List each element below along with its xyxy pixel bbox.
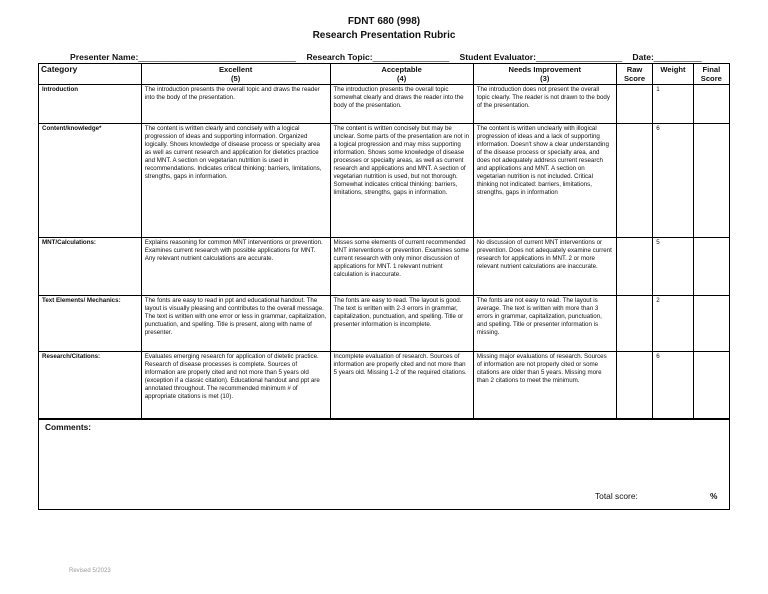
- weight-cell: 2: [653, 296, 693, 352]
- raw-score-cell[interactable]: [616, 352, 652, 419]
- acceptable-cell: Incomplete evaluation of research. Sources of information are properly cited and not more than 5 years old. Missing 1-2 of the required citations.: [330, 352, 473, 419]
- category-header: Category: [39, 64, 142, 85]
- raw-score-cell[interactable]: [616, 85, 652, 124]
- excellent-header: Excellent (5): [141, 64, 330, 85]
- excellent-cell: The content is written clearly and concisely with a logical progression of ideas and supporting information. Organized logically. Shows knowledge of disease process or specialty area as well as current research and application for dietetics practice and MNT. A section on vegetarian nutrition is used in recommendations. Indicates critical thinking: barriers, limitations, strengths, gaps in information.: [141, 124, 330, 238]
- weight-cell: 1: [653, 85, 693, 124]
- date-field[interactable]: Date:__________: [632, 52, 702, 62]
- rubric-title: Research Presentation Rubric: [312, 30, 456, 41]
- research-topic-field[interactable]: Research Topic:________________: [306, 52, 450, 62]
- final-score-cell[interactable]: [693, 85, 729, 124]
- excellent-cell: Evaluates emerging research for application of dietetic practice. Research of disease processes is complete. Sources of information are properly cited and not more than 5 years old (exception if a classic citation). Educational handout and ppt are annotated throughout. The recommended minimum # of appropriate citations is met (10).: [141, 352, 330, 419]
- needs-improvement-cell: Missing major evaluations of research. Sources of information are not properly cited or some citations are older than 5 years. Missing more than 2 citations to meet the minimum.: [473, 352, 616, 419]
- presenter-name-field[interactable]: Presenter Name:_________________________________: [70, 52, 297, 62]
- rubric-table: [38, 63, 730, 419]
- category-cell: Introduction: [39, 85, 142, 124]
- weight-cell: 5: [653, 238, 693, 296]
- weight-cell: 6: [653, 124, 693, 238]
- category-cell: Research/Citations:: [39, 352, 142, 419]
- acceptable-cell: The content is written concisely but may be unclear. Some parts of the presentation are not in a logical progression and may miss supporting information. Shows some knowledge of disease processes or specialty areas, as well as current research and applications and MNT. A section of vegetarian nutrition is used, but not thorough. Somewhat indicates critical thinking: barriers, limitations, strengths, gaps in information.: [330, 124, 473, 238]
- weight-header: Weight: [653, 64, 693, 85]
- raw-score-cell[interactable]: [616, 238, 652, 296]
- category-cell: MNT/Calculations:: [39, 238, 142, 296]
- needs-improvement-cell: The content is written unclearly with illogical progression of ideas and a lack of supporting information. Doesn't show a clear understanding of the disease process or specialty area, and does not adequately address current research and applications and MNT. A section on vegetarian nutrition is not included. Critical thinking not indicated: barriers, limitations, strengths, gaps in information: [473, 124, 616, 238]
- needs-improvement-cell: The fonts are not easy to read. The layout is average. The text is written with more than 3 errors in grammar, capitalization, punctuation, and spelling. Title or presenter information is missing.: [473, 296, 616, 352]
- table-row: [39, 124, 730, 238]
- table-row: [39, 352, 730, 419]
- evaluation-info-line: [70, 52, 730, 62]
- student-evaluator-field[interactable]: Student Evaluator:__________________: [459, 52, 622, 62]
- category-cell: Content/knowledge*: [39, 124, 142, 238]
- category-cell: Text Elements/ Mechanics:: [39, 296, 142, 352]
- total-score-label: Total score:: [595, 491, 638, 501]
- acceptable-header: Acceptable (4): [330, 64, 473, 85]
- raw-score-cell[interactable]: [616, 296, 652, 352]
- final-score-cell[interactable]: [693, 352, 729, 419]
- raw-score-header: Raw Score: [616, 64, 652, 85]
- table-row: [39, 296, 730, 352]
- course-code: FDNT 680 (998): [347, 16, 421, 27]
- final-score-cell[interactable]: [693, 238, 729, 296]
- comments-label: Comments:: [45, 422, 92, 432]
- final-score-cell[interactable]: [693, 296, 729, 352]
- needs-improvement-cell: No discussion of current MNT interventions or prevention. Does not adequately examine current research for applications in MNT. 2 or more relevant nutrient calculations are inaccurate.: [473, 238, 616, 296]
- acceptable-cell: The fonts are easy to read. The layout is good. The text is written with 2-3 errors in grammar, capitalization, punctuation, and spelling. Title or presenter information is incomplete.: [330, 296, 473, 352]
- needs-improvement-header: Needs Improvement (3): [473, 64, 616, 85]
- acceptable-cell: The introduction presents the overall topic somewhat clearly and draws the reader into the body of the presentation.: [330, 85, 473, 124]
- excellent-cell: The fonts are easy to read in ppt and educational handout. The layout is visually pleasing and contributes to the overall message. The text is written with one error or less in grammar, capitalization, punctuation, and spelling. Title is present, along with name of presenter.: [141, 296, 330, 352]
- revised-date: Revised 5/2023: [69, 568, 111, 574]
- table-row: [39, 85, 730, 124]
- needs-improvement-cell: The introduction does not present the overall topic clearly. The reader is not drawn to the body of the presentation.: [473, 85, 616, 124]
- acceptable-cell: Misses some elements of current recommended MNT interventions or prevention. Examines some current research with only minor discussion of applications for MNT. 1 relevant nutrient calculation is inaccurate.: [330, 238, 473, 296]
- final-score-cell[interactable]: [693, 124, 729, 238]
- weight-cell: 6: [653, 352, 693, 419]
- excellent-cell: Explains reasoning for common MNT interventions or prevention. Examines current research with possible applications for MNT. Any relevant nutrient calculations are accurate.: [141, 238, 330, 296]
- final-score-header: Final Score: [693, 64, 729, 85]
- percent-sign: %: [710, 491, 718, 501]
- excellent-cell: The introduction presents the overall topic and draws the reader into the body of the presentation.: [141, 85, 330, 124]
- table-header-row: [39, 64, 730, 85]
- comments-box[interactable]: [38, 419, 730, 510]
- raw-score-cell[interactable]: [616, 124, 652, 238]
- table-row: [39, 238, 730, 296]
